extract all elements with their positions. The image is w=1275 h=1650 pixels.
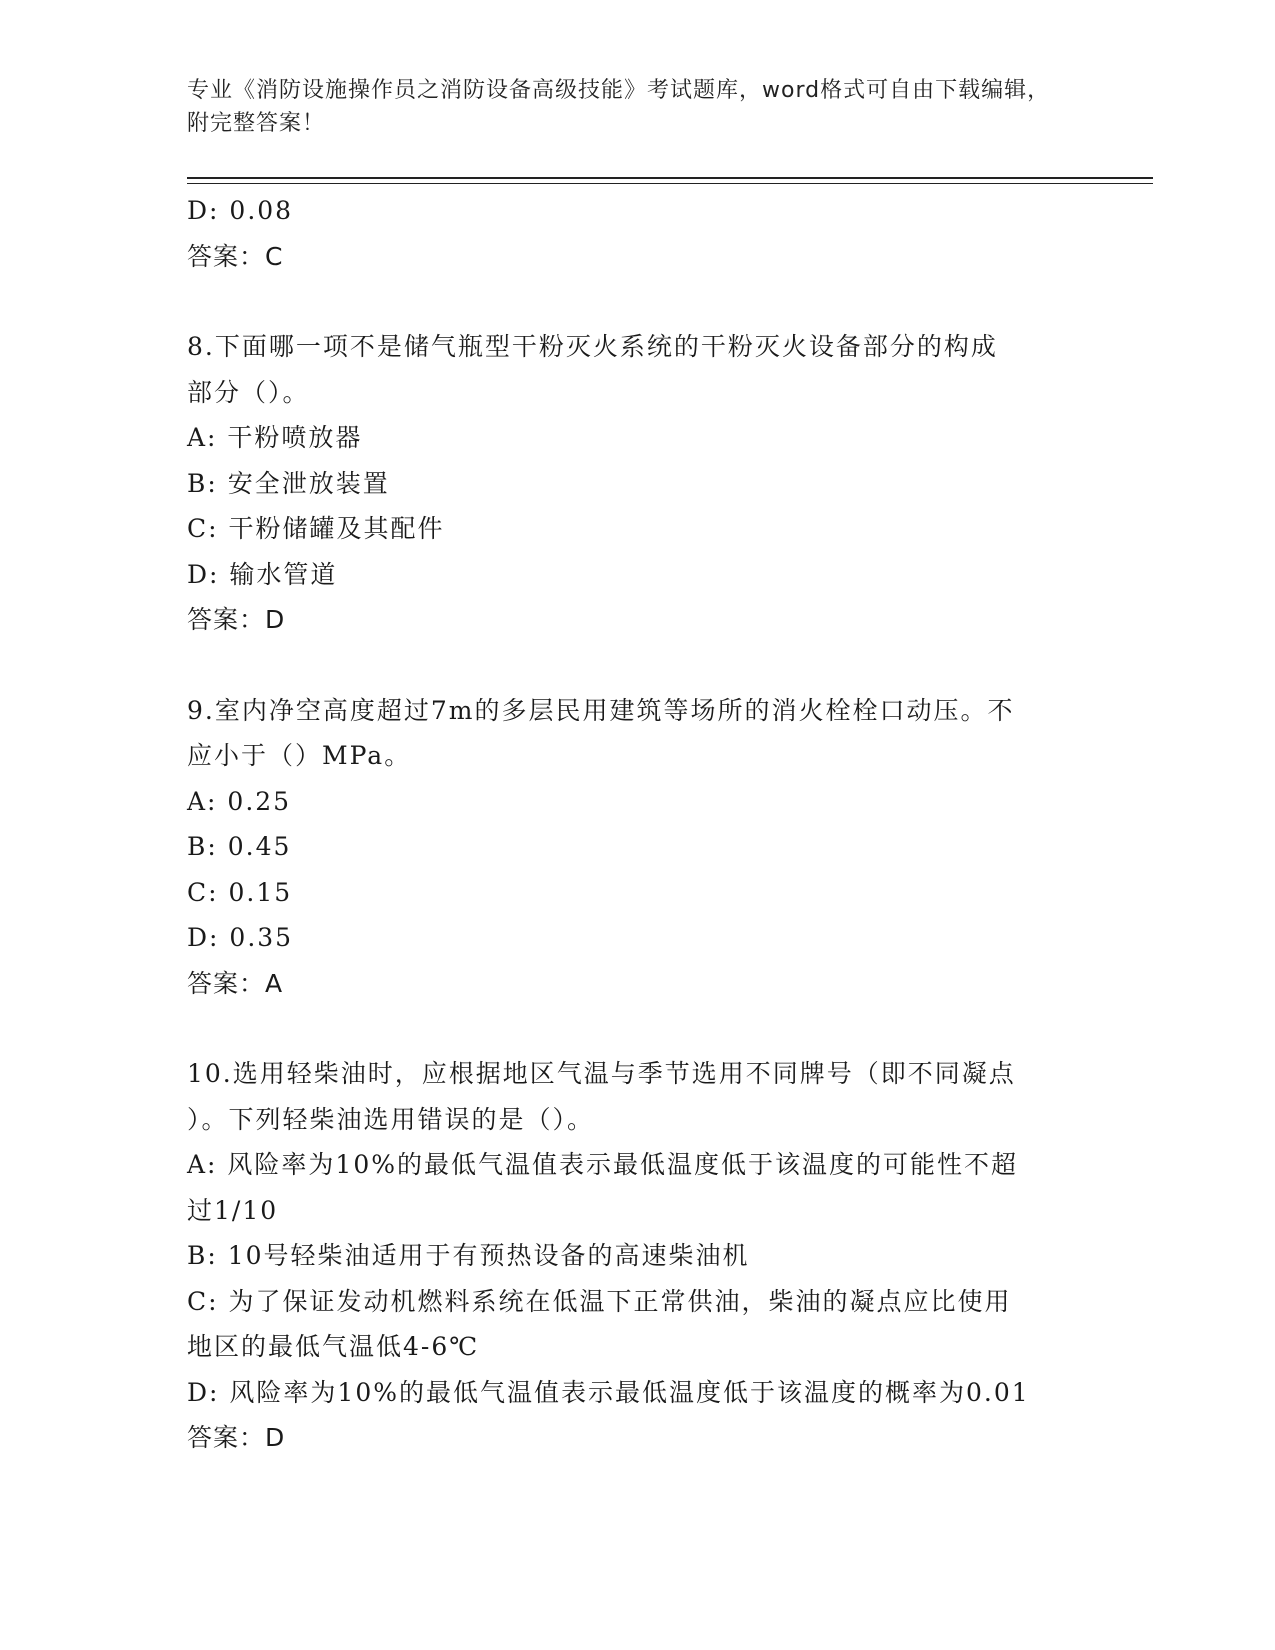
question-stem: 10.选用轻柴油时，应根据地区气温与季节选用不同牌号（即不同凝点 (187, 1059, 1016, 1088)
answer-line: 答案：C (187, 241, 284, 271)
answer-line: 答案：A (187, 968, 284, 998)
option-d: D: 输水管道 (187, 559, 338, 589)
question-stem: 8.下面哪一项不是储气瓶型干粉灭火系统的干粉灭火设备部分的构成 (187, 332, 998, 361)
option-b: B: 0.45 (187, 832, 292, 861)
option-c: C: 0.15 (187, 877, 293, 907)
option-c-cont: 地区的最低气温低4-6℃ (187, 1332, 480, 1361)
option-c: C: 干粉储罐及其配件 (187, 514, 445, 543)
spacer (187, 1006, 1087, 1051)
option-b: B: 安全泄放装置 (187, 468, 390, 498)
question-8 (187, 324, 1087, 643)
spacer (187, 279, 1087, 324)
question-10 (187, 1051, 1087, 1461)
spacer (187, 643, 1087, 688)
option-d: D: 0.08 (187, 196, 294, 225)
header-divider-thin (187, 183, 1153, 184)
question-content (187, 188, 1087, 1461)
option-a: A: 干粉喷放器 (187, 423, 363, 452)
question-stem-cont: ）。下列轻柴油选用错误的是（）。 (187, 1104, 595, 1134)
option-a: A: 风险率为10%的最低气温值表示最低温度低于该温度的可能性不超 (187, 1150, 1018, 1179)
question-9 (187, 688, 1087, 1007)
question-stem-cont: 应小于（）MPa。 (187, 741, 412, 770)
option-b: B: 10号轻柴油适用于有预热设备的高速柴油机 (187, 1241, 750, 1270)
option-a: A: 0.25 (187, 786, 292, 816)
page-header: 专业《消防设施操作员之消防设备高级技能》考试题库，word格式可自由下载编辑，附完整答案！ (187, 78, 1051, 136)
answer-line: 答案：D (187, 605, 286, 634)
header-divider-thick (187, 177, 1153, 179)
option-d: D: 0.35 (187, 923, 294, 952)
question-stem: 9.室内净空高度超过7m的多层民用建筑等场所的消火栓栓口动压。不 (187, 695, 1015, 725)
question-stem-cont: 部分（）。 (187, 377, 310, 407)
option-d: D: 风险率为10%的最低气温值表示最低温度低于该温度的概率为0.01 (187, 1377, 1030, 1407)
option-a-cont: 过1/10 (187, 1195, 279, 1225)
answer-line: 答案：D (187, 1423, 286, 1452)
option-c: C: 为了保证发动机燃料系统在低温下正常供油，柴油的凝点应比使用 (187, 1286, 1012, 1316)
